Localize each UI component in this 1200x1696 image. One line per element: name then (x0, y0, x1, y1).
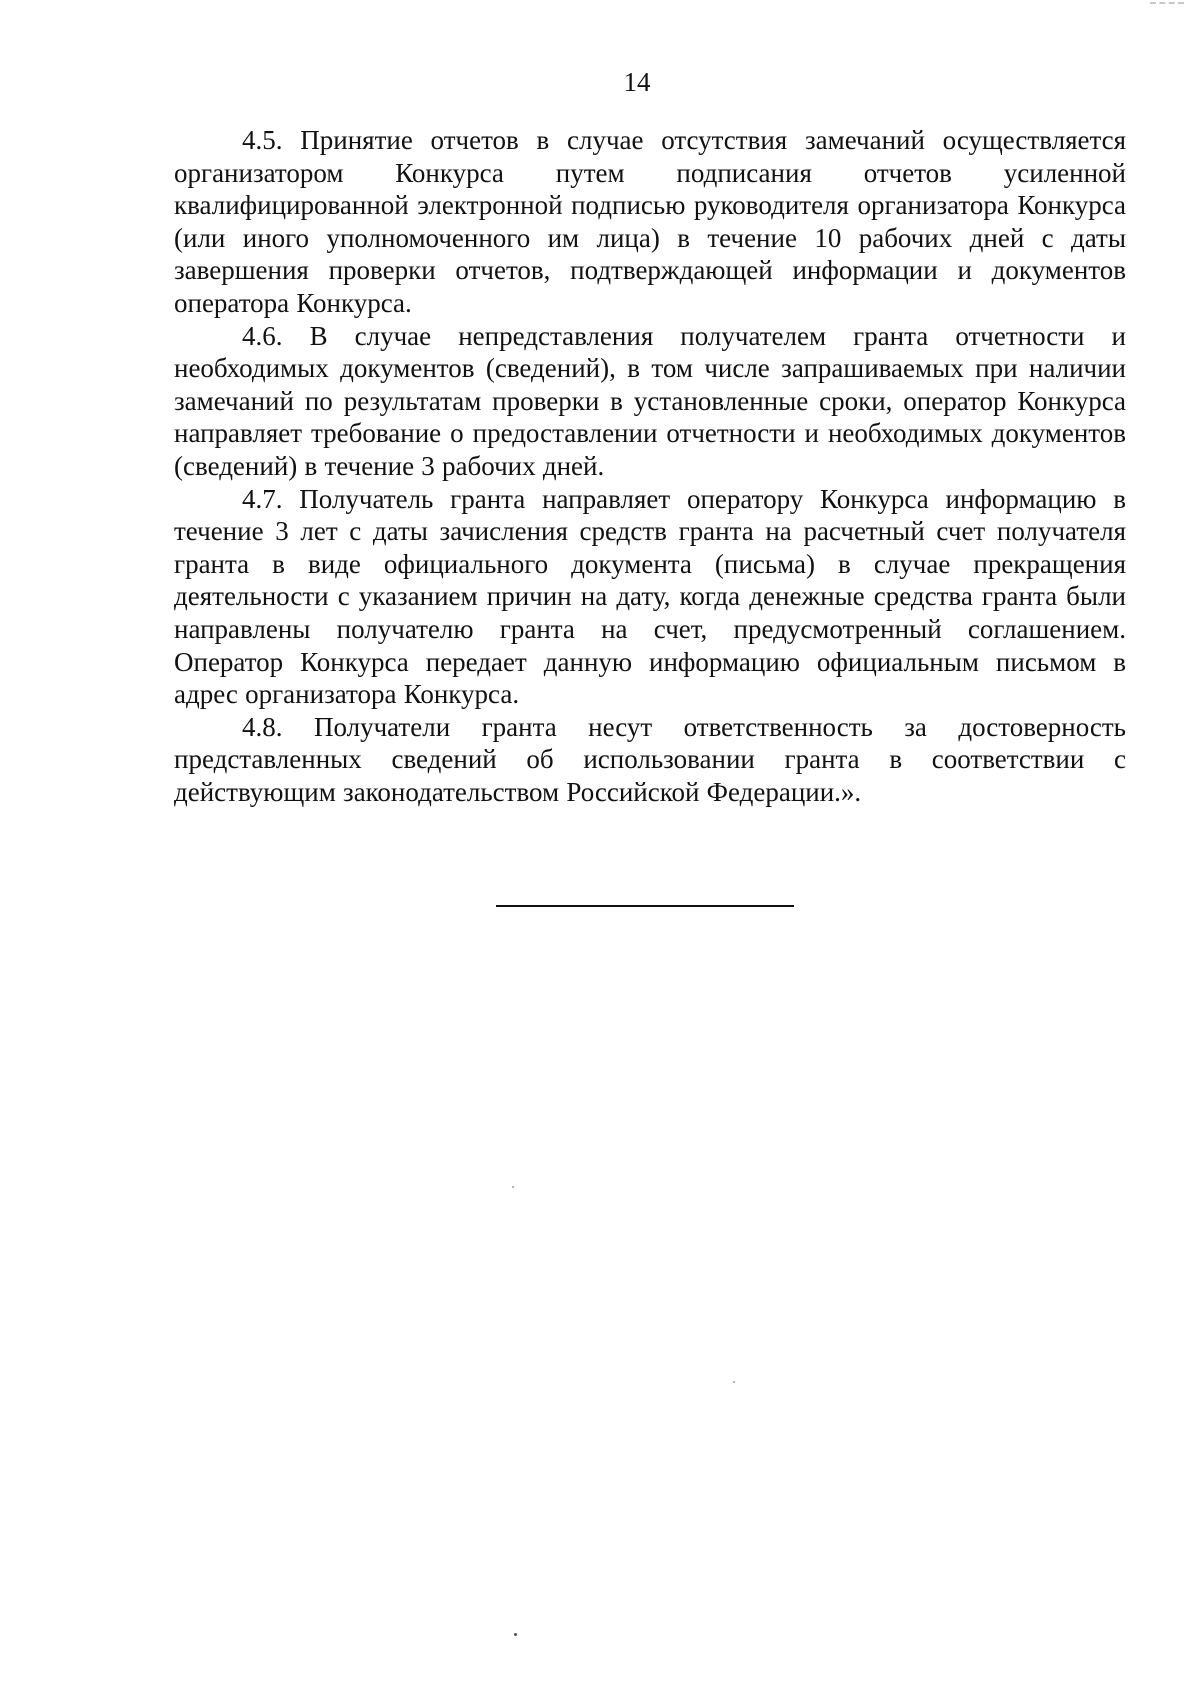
end-of-document-rule (496, 905, 794, 907)
page-number: 14 (623, 67, 651, 97)
scan-speck (733, 1381, 735, 1383)
paragraph-4-7: 4.7. Получатель гранта направляет оператору Конкурса информацию в течение 3 лет с даты зачисления средств гранта на расчетный счет получателя гранта в виде официального документа (письма) в случае прекращения деятельности с указанием причин на дату, когда денежные средства гранта были направлены получателю гранта на счет, предусмотренный соглашением. Оператор Конкурса передает данную информацию официальным письмом в адрес организатора Конкурса. (174, 483, 1126, 710)
scan-speck (514, 1633, 517, 1636)
scan-speck (512, 1186, 514, 1188)
paragraph-4-8: 4.8. Получатели гранта несут ответственность за достоверность представленных сведений об использовании гранта в соответствии с действующим законодательством Российской Федерации.». (174, 711, 1126, 807)
paragraph-4-5: 4.5. Принятие отчетов в случае отсутствия замечаний осуществляется организатором Конкурса путем подписания отчетов усиленной квалифицированной электронной подписью руководителя организатора Конкурса (или иного уполномоченного им лица) в течение 10 рабочих дней с даты завершения проверки отчетов, подтверждающей информации и документов оператора Конкурса. (174, 125, 1126, 318)
scan-corner-mark (1150, 2, 1184, 4)
document-body (174, 124, 1126, 808)
paragraph-4-6: 4.6. В случае непредставления получателем гранта отчетности и необходимых документов (сведений), в том числе запрашиваемых при наличии замечаний по результатам проверки в установленные сроки, оператор Конкурса направляет требование о предоставлении отчетности и необходимых документов (сведений) в течение 3 рабочих дней. (174, 320, 1126, 481)
